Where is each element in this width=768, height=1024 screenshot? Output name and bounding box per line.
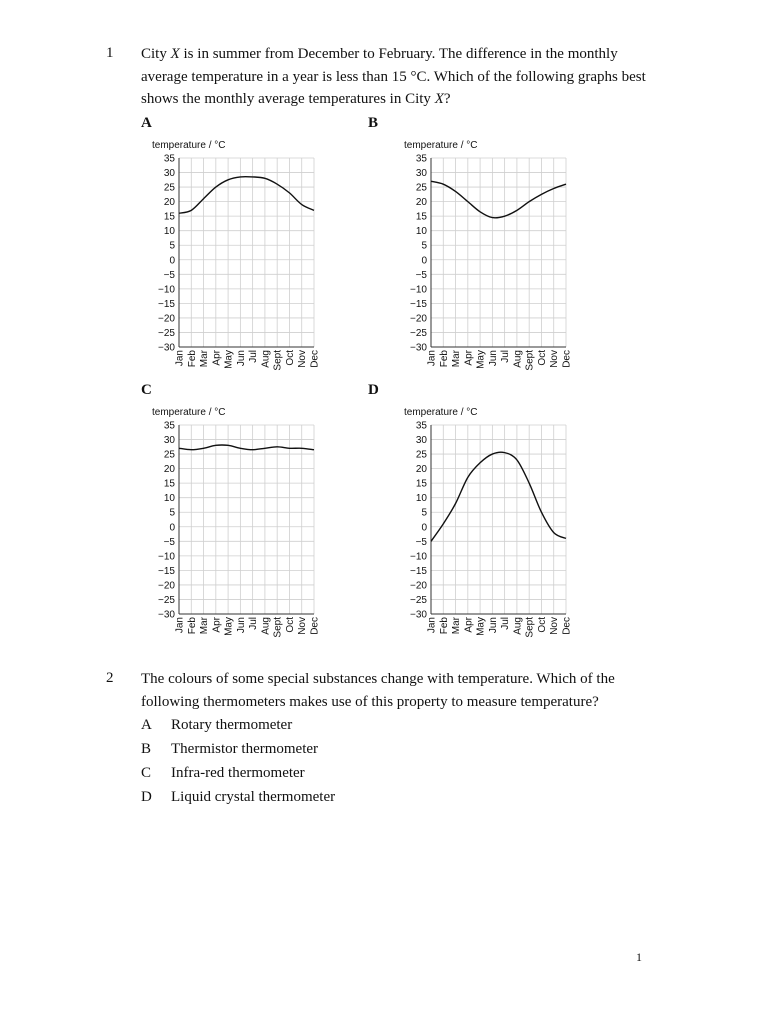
x-tick-label: Jul — [248, 617, 260, 630]
y-tick-label: 10 — [163, 493, 175, 505]
q2-option-c-text: Infra-red thermometer — [171, 765, 305, 781]
question-2-number: 2 — [106, 670, 114, 686]
q2-option-a-text: Rotary thermometer — [171, 717, 293, 733]
option-b-label: B — [368, 115, 379, 131]
x-tick-label: Feb — [438, 350, 450, 368]
x-tick-label: Jan — [426, 617, 438, 634]
chart-svg — [146, 136, 336, 376]
x-tick-label: Mar — [199, 350, 211, 368]
x-tick-label: Aug — [512, 617, 524, 635]
y-tick-label: −25 — [410, 594, 427, 606]
y-tick-label: −20 — [158, 580, 175, 592]
x-tick-label: Jan — [174, 617, 186, 634]
q2-option-a-letter: A — [141, 717, 152, 733]
y-tick-label: −15 — [410, 565, 427, 577]
y-tick-label: 35 — [415, 153, 427, 165]
y-tick-label: −30 — [410, 609, 427, 621]
x-tick-label: Dec — [309, 350, 321, 368]
page-number: 1 — [636, 950, 642, 964]
y-tick-label: −30 — [158, 609, 175, 621]
x-tick-label: Oct — [284, 617, 296, 633]
y-tick-label: 30 — [163, 435, 175, 447]
x-tick-label: May — [475, 617, 487, 636]
question-1-number: 1 — [106, 45, 114, 61]
y-tick-label: −30 — [158, 342, 175, 354]
x-tick-label: Jul — [500, 350, 512, 363]
y-tick-label: −10 — [158, 551, 175, 563]
y-axis-label: temperature / °C — [404, 407, 478, 418]
y-tick-label: −15 — [158, 565, 175, 577]
x-tick-label: Nov — [549, 617, 561, 635]
x-tick-label: Oct — [284, 350, 296, 366]
x-tick-label: Oct — [536, 350, 548, 366]
x-tick-label: Jun — [487, 350, 499, 367]
y-tick-label: 15 — [415, 478, 427, 490]
q2-option-d-text: Liquid crystal thermometer — [171, 789, 336, 805]
x-tick-label: Mar — [451, 617, 463, 635]
y-tick-label: 10 — [163, 226, 175, 238]
y-tick-label: −20 — [410, 313, 427, 325]
y-tick-label: 35 — [163, 153, 175, 165]
y-axis-label: temperature / °C — [404, 140, 478, 151]
y-tick-label: 20 — [163, 464, 175, 476]
x-tick-label: Feb — [186, 617, 198, 635]
y-tick-label: −10 — [158, 284, 175, 296]
y-tick-label: 10 — [415, 226, 427, 238]
x-tick-label: Feb — [186, 350, 198, 368]
x-tick-label: Sept — [272, 617, 284, 638]
graph-b — [398, 136, 588, 376]
y-tick-label: 35 — [163, 420, 175, 432]
y-tick-label: 15 — [415, 211, 427, 223]
chart-svg — [398, 403, 588, 643]
y-tick-label: 0 — [421, 255, 427, 267]
x-tick-label: May — [223, 350, 235, 369]
x-tick-label: Jan — [174, 350, 186, 367]
y-tick-label: 30 — [415, 168, 427, 180]
y-tick-label: 20 — [415, 197, 427, 209]
graph-c — [146, 403, 336, 643]
x-tick-label: Nov — [297, 350, 309, 368]
x-tick-label: Dec — [309, 617, 321, 635]
y-tick-label: 15 — [163, 478, 175, 490]
y-tick-label: −20 — [158, 313, 175, 325]
y-tick-label: 30 — [163, 168, 175, 180]
x-tick-label: Jul — [248, 350, 260, 363]
x-tick-label: Aug — [512, 350, 524, 368]
y-tick-label: 20 — [163, 197, 175, 209]
q2-option-b-text: Thermistor thermometer — [171, 741, 319, 757]
x-tick-label: Jun — [235, 350, 247, 367]
q2-option-b-letter: B — [141, 741, 152, 757]
y-tick-label: −25 — [158, 594, 175, 606]
temperature-series-line — [179, 177, 314, 214]
chart-svg — [146, 403, 336, 643]
x-tick-label: Dec — [561, 617, 573, 635]
option-d-label: D — [368, 382, 379, 398]
y-tick-label: 25 — [415, 182, 427, 194]
x-tick-label: May — [223, 617, 235, 636]
x-tick-label: Apr — [211, 617, 223, 633]
y-tick-label: 0 — [169, 255, 175, 267]
option-a-label: A — [141, 115, 152, 131]
q2-option-d-letter: D — [141, 789, 152, 805]
graph-a — [146, 136, 336, 376]
x-tick-label: Aug — [260, 350, 272, 368]
x-tick-label: Aug — [260, 617, 272, 635]
y-tick-label: 15 — [163, 211, 175, 223]
y-tick-label: −5 — [415, 536, 427, 548]
x-tick-label: Jul — [500, 617, 512, 630]
y-tick-label: −25 — [410, 327, 427, 339]
q2-option-c-letter: C — [141, 765, 152, 781]
y-tick-label: 10 — [415, 493, 427, 505]
y-axis-label: temperature / °C — [152, 140, 226, 151]
y-tick-label: 25 — [163, 449, 175, 461]
graph-d — [398, 403, 588, 643]
x-tick-label: Oct — [536, 617, 548, 633]
x-tick-label: Sept — [524, 350, 536, 371]
y-tick-label: −30 — [410, 342, 427, 354]
question-2-text: The colours of some special substances change with temperature. Which of the following thermometers makes use of this property to measure temperature? — [141, 671, 615, 710]
x-tick-label: Jun — [235, 617, 247, 634]
y-tick-label: 25 — [163, 182, 175, 194]
y-tick-label: 0 — [421, 522, 427, 534]
y-tick-label: 20 — [415, 464, 427, 476]
x-tick-label: Mar — [451, 350, 463, 368]
x-tick-label: Sept — [524, 617, 536, 638]
question-1-text: City X is in summer from December to February. The difference in the monthly average temperature in a year is less than 15 °C. Which of the following graphs best shows the monthly average temperatures in City X? — [141, 46, 646, 107]
y-tick-label: −5 — [415, 269, 427, 281]
x-tick-label: Apr — [211, 350, 223, 366]
y-tick-label: 35 — [415, 420, 427, 432]
x-tick-label: Jan — [426, 350, 438, 367]
y-tick-label: −25 — [158, 327, 175, 339]
y-tick-label: 25 — [415, 449, 427, 461]
y-tick-label: 5 — [169, 240, 175, 252]
option-c-label: C — [141, 382, 152, 398]
x-tick-label: May — [475, 350, 487, 369]
y-tick-label: −5 — [163, 269, 175, 281]
y-tick-label: −15 — [410, 298, 427, 310]
x-tick-label: Nov — [549, 350, 561, 368]
x-tick-label: Apr — [463, 350, 475, 366]
y-tick-label: 0 — [169, 522, 175, 534]
y-tick-label: −20 — [410, 580, 427, 592]
y-tick-label: −5 — [163, 536, 175, 548]
x-tick-label: Feb — [438, 617, 450, 635]
y-tick-label: −10 — [410, 284, 427, 296]
x-tick-label: Mar — [199, 617, 211, 635]
y-axis-label: temperature / °C — [152, 407, 226, 418]
y-tick-label: −10 — [410, 551, 427, 563]
x-tick-label: Sept — [272, 350, 284, 371]
y-tick-label: 5 — [421, 507, 427, 519]
chart-svg — [398, 136, 588, 376]
x-tick-label: Jun — [487, 617, 499, 634]
y-tick-label: −15 — [158, 298, 175, 310]
y-tick-label: 5 — [169, 507, 175, 519]
x-tick-label: Apr — [463, 617, 475, 633]
y-tick-label: 30 — [415, 435, 427, 447]
temperature-series-line — [179, 445, 314, 450]
x-tick-label: Dec — [561, 350, 573, 368]
temperature-series-line — [431, 452, 566, 541]
x-tick-label: Nov — [297, 617, 309, 635]
y-tick-label: 5 — [421, 240, 427, 252]
